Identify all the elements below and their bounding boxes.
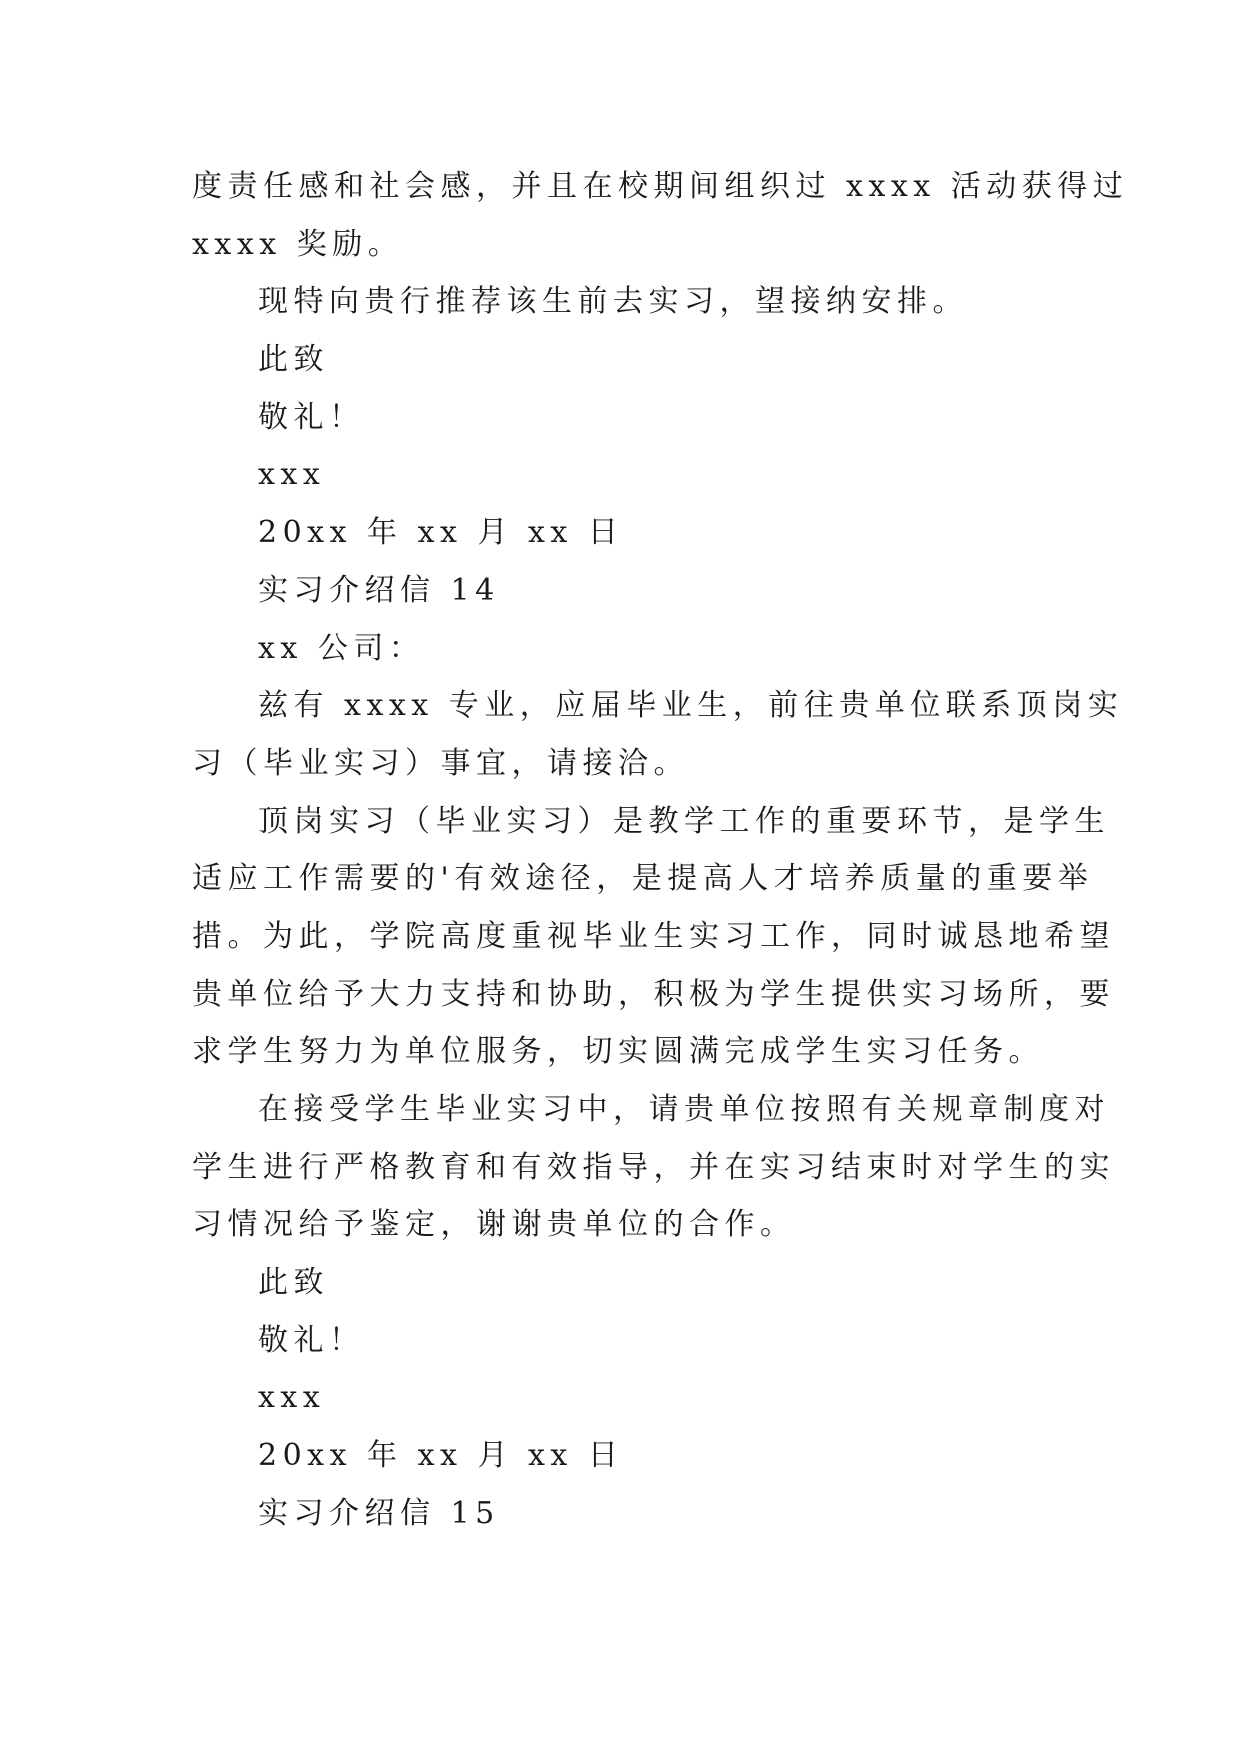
signature: xxx: [258, 1380, 326, 1416]
text-line: 学生进行严格教育和有效指导，并在实习结束时对学生的实: [192, 1149, 1115, 1185]
text-line: 现特向贵行推荐该生前去实习，望接纳安排。: [258, 284, 968, 320]
closing-regards: 敬礼！: [258, 1322, 365, 1358]
closing-regards: 敬礼！: [258, 399, 365, 435]
letter-body: [192, 158, 1129, 1543]
text-line: 适应工作需要的'有效途径，是提高人才培养质量的重要举: [192, 861, 1094, 897]
section-heading: 实习介绍信 15: [258, 1495, 500, 1531]
text-line: 求学生努力为单位服务，切实圆满完成学生实习任务。: [192, 1034, 1044, 1070]
closing-salutation: 此致: [258, 342, 329, 378]
text-line: 习情况给予鉴定，谢谢贵单位的合作。: [192, 1207, 796, 1243]
text-line: 习（毕业实习）事宜，请接洽。: [192, 745, 689, 781]
date: 20xx 年 xx 月 xx 日: [258, 1438, 624, 1474]
section-heading: 实习介绍信 14: [258, 572, 500, 608]
text-line: 措。为此，学院高度重视毕业生实习工作，同时诚恳地希望: [192, 918, 1115, 954]
text-line: 在接受学生毕业实习中，请贵单位按照有关规章制度对: [258, 1092, 1110, 1127]
signature: xxx: [258, 457, 326, 493]
text-line: 兹有 xxxx 专业，应届毕业生，前往贵单位联系顶岗实: [258, 688, 1124, 724]
closing-salutation: 此致: [258, 1265, 329, 1301]
text-line: 顶岗实习（毕业实习）是教学工作的重要环节，是学生: [258, 803, 1110, 839]
text-line: 贵单位给予大力支持和协助，积极为学生提供实习场所，要: [192, 976, 1115, 1012]
text-line: 度责任感和社会感，并且在校期间组织过 xxxx 活动获得过: [192, 169, 1129, 204]
text-line: xxxx 奖励。: [192, 226, 404, 262]
recipient: xx 公司：: [258, 630, 425, 666]
date: 20xx 年 xx 月 xx 日: [258, 515, 624, 551]
